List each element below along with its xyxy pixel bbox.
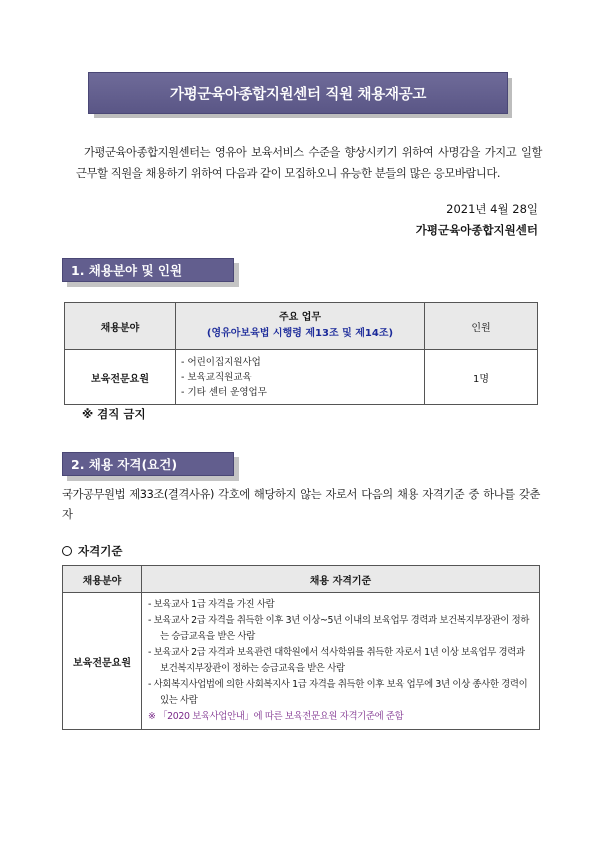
duty-item: - 보육교직원교육 [181,371,252,383]
header-field: 채용분야 [65,303,176,350]
table-header-row [63,566,540,593]
circle-bullet-icon [62,546,72,556]
header-field: 채용분야 [63,566,142,593]
duty-item: - 기타 센터 운영업무 [181,386,267,398]
organization-name: 가평군육아종합지원센터 [415,223,538,237]
criteria-item: - 보육교사 2급 자격을 취득한 이후 3년 이상~5년 이내의 보육업무 경력과 보건복지부장관이 정하는 승급교육을 받은 사람 [148,615,530,642]
header-criteria: 채용 자격기준 [142,566,540,593]
header-duties [176,303,425,350]
criteria-subheading [62,543,122,559]
criteria-item: - 보육교사 2급 자격과 보육관련 대학원에서 석사학위를 취득한 자로서 1년 이상 보육업무 경력과 보건복지부장관이 정하는 승급교육을 받은 사람 [148,647,525,674]
notice-date: 2021년 4월 28일 [446,202,538,216]
header-duties-sub: (영유아보육법 시행령 제13조 및 제14조) [206,328,394,339]
section1-banner [62,258,242,286]
criteria-subheading-label: 자격기준 [78,544,123,558]
qualification-paragraph: 국가공무원법 제33조(결격사유) 각호에 해당하지 않는 자로서 다음의 채용 자격기준 중 하나를 갖춘 자 [62,488,540,521]
title-banner [88,72,512,118]
section1-heading: 1. 채용분야 및 인원 [62,258,234,282]
row-field: 보육전문요원 [63,593,142,730]
table-row [65,350,538,405]
header-count: 인원 [425,303,538,350]
duty-item: - 어린이집지원사업 [181,356,261,368]
row-criteria [142,593,540,730]
table-row [63,593,540,730]
intro-paragraph: 가평군육아종합지원센터는 영유아 보육서비스 수준을 향상시키기 위하여 사명감을 가지고 일할 근무할 직원을 채용하기 위하여 다음과 같이 모집하오니 유능한 분들의 많은 응모바랍니다. [76,146,542,180]
row-duties [176,350,425,405]
criteria-item: - 사회복지사업법에 의한 사회복지사 1급 자격을 취득한 이후 보육 업무에 3년 이상 종사한 경력이 있는 사람 [148,679,528,706]
section2-heading: 2. 채용 자격(요건) [62,452,234,476]
criteria-table [62,565,540,730]
dual-job-note: ※ 겸직 금지 [82,407,146,421]
criteria-footnote: ※ 「2020 보육사업안내」에 따른 보육전문요원 자격기준에 준함 [148,711,404,722]
page-title: 가평군육아종합지원센터 직원 채용재공고 [88,72,508,114]
table-header-row [65,303,538,350]
row-field: 보육전문요원 [65,350,176,405]
criteria-item: - 보육교사 1급 자격을 가진 사람 [148,599,275,610]
row-count: 1명 [425,350,538,405]
section2-banner [62,452,242,480]
header-duties-main: 주요 업무 [278,312,322,323]
recruitment-table [64,302,538,405]
